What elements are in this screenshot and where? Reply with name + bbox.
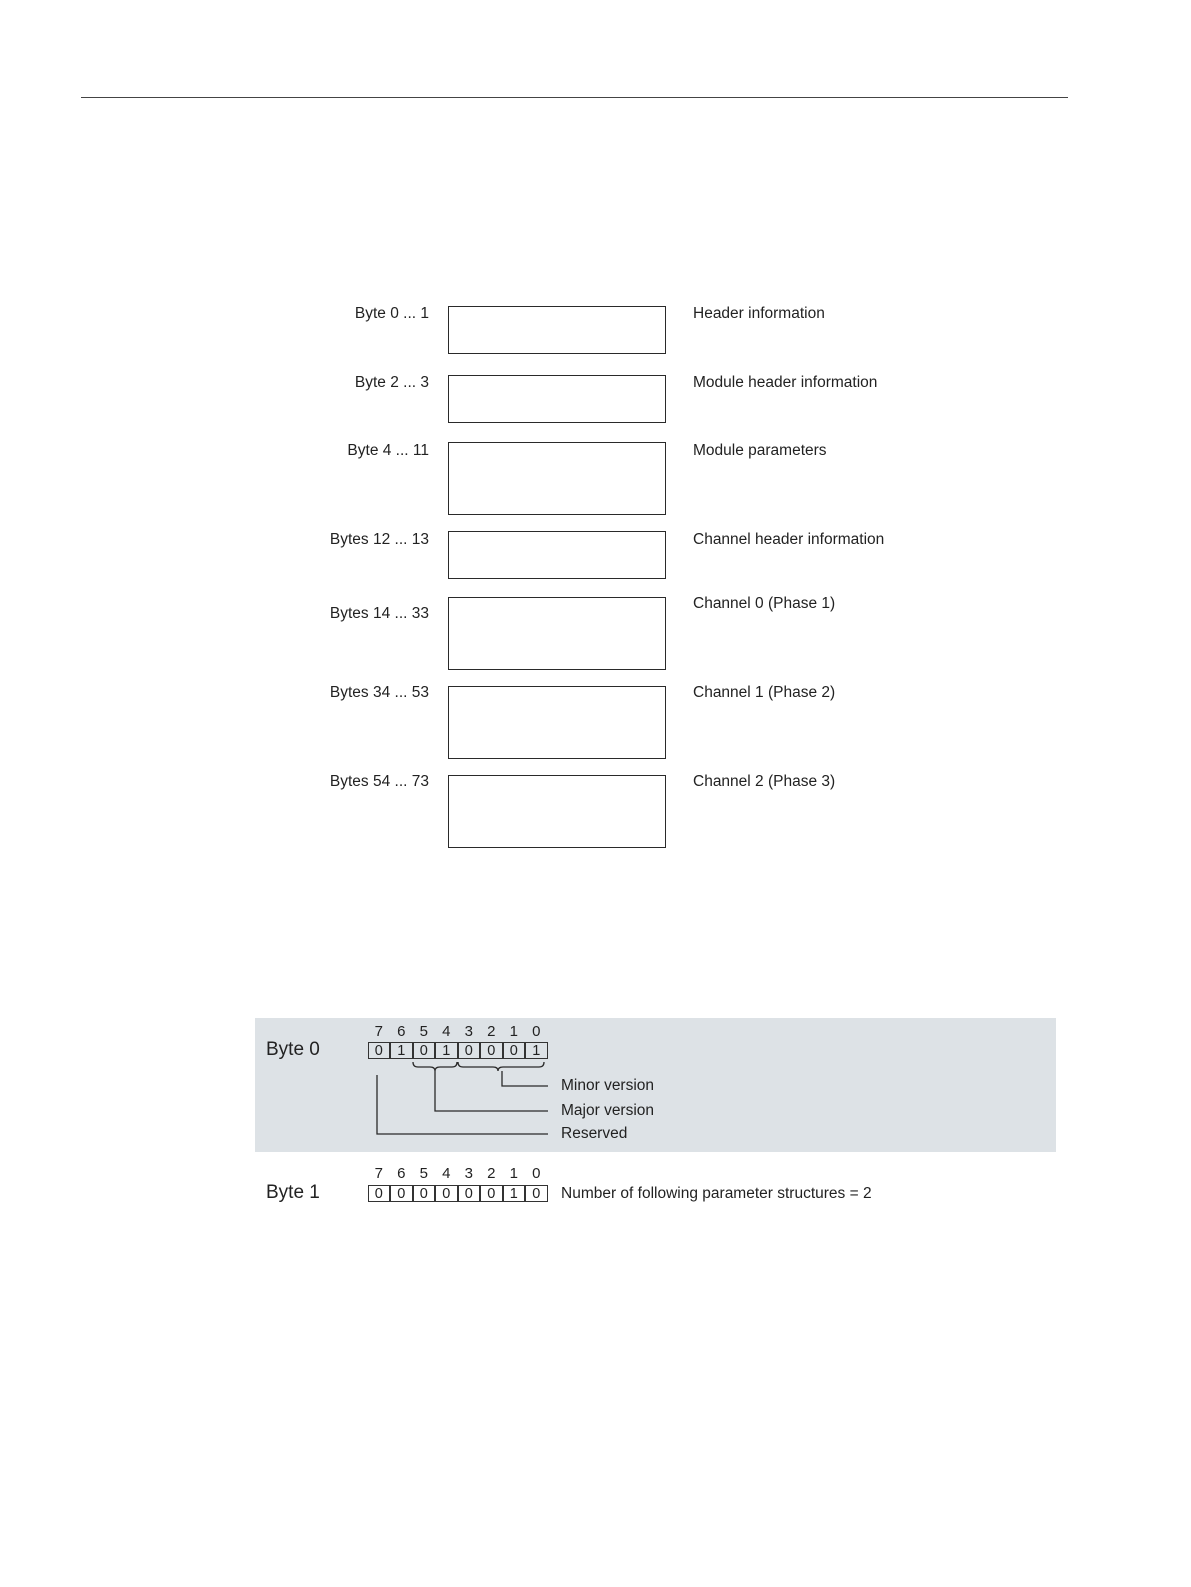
structure-block-channel-0 bbox=[448, 597, 666, 670]
block-description: Module parameters bbox=[693, 442, 827, 459]
bit-cell: 0 bbox=[503, 1042, 526, 1059]
bit-number: 0 bbox=[532, 1165, 541, 1182]
bit-cell: 1 bbox=[435, 1042, 458, 1059]
bit-cell: 0 bbox=[413, 1042, 436, 1059]
bit-cell: 1 bbox=[525, 1042, 548, 1059]
bit-cell: 0 bbox=[413, 1185, 436, 1202]
bit-cell: 0 bbox=[525, 1185, 548, 1202]
bit-cell: 1 bbox=[390, 1042, 413, 1059]
bit-number: 5 bbox=[419, 1023, 428, 1040]
bit-cell: 1 bbox=[503, 1185, 526, 1202]
bit-cell: 0 bbox=[390, 1185, 413, 1202]
byte0-title: Byte 0 bbox=[266, 1039, 320, 1060]
structure-block-header bbox=[448, 306, 666, 354]
structure-block-module-header bbox=[448, 375, 666, 423]
structure-block-channel-header bbox=[448, 531, 666, 579]
parameter-structures-count-label: Number of following parameter structures = 2 bbox=[561, 1185, 872, 1202]
bit-number: 4 bbox=[442, 1023, 451, 1040]
byte1-title: Byte 1 bbox=[266, 1182, 320, 1203]
bit-cell: 0 bbox=[480, 1185, 503, 1202]
structure-block-channel-1 bbox=[448, 686, 666, 759]
bit-number: 7 bbox=[374, 1023, 383, 1040]
byte-range-label: Bytes 14 ... 33 bbox=[329, 605, 429, 622]
structure-block-module-parameters bbox=[448, 442, 666, 515]
bit-cell: 0 bbox=[435, 1185, 458, 1202]
byte-range-label: Bytes 12 ... 13 bbox=[329, 531, 429, 548]
bit-number: 1 bbox=[509, 1023, 518, 1040]
bit-cell: 0 bbox=[368, 1185, 391, 1202]
bit-number: 3 bbox=[464, 1165, 473, 1182]
byte-range-label: Bytes 34 ... 53 bbox=[329, 684, 429, 701]
header-rule bbox=[81, 97, 1068, 98]
bit-number: 0 bbox=[532, 1023, 541, 1040]
bit-cell: 0 bbox=[480, 1042, 503, 1059]
bit-cell: 0 bbox=[458, 1042, 481, 1059]
block-description: Channel header information bbox=[693, 531, 885, 548]
reserved-label: Reserved bbox=[561, 1125, 628, 1142]
block-description: Header information bbox=[693, 305, 825, 322]
byte-range-label: Bytes 54 ... 73 bbox=[329, 773, 429, 790]
bit-number: 5 bbox=[419, 1165, 428, 1182]
block-description: Channel 0 (Phase 1) bbox=[693, 595, 836, 612]
byte-range-label: Byte 4 ... 11 bbox=[347, 442, 429, 459]
byte-range-label: Byte 0 ... 1 bbox=[354, 305, 429, 322]
minor-version-label: Minor version bbox=[561, 1077, 655, 1094]
byte-range-label: Byte 2 ... 3 bbox=[354, 374, 429, 391]
bit-number: 7 bbox=[374, 1165, 383, 1182]
block-description: Channel 2 (Phase 3) bbox=[693, 773, 836, 790]
block-description: Channel 1 (Phase 2) bbox=[693, 684, 836, 701]
bit-cell: 0 bbox=[368, 1042, 391, 1059]
major-version-label: Major version bbox=[561, 1102, 655, 1119]
structure-block-channel-2 bbox=[448, 775, 666, 848]
bit-number: 4 bbox=[442, 1165, 451, 1182]
block-description: Module header information bbox=[693, 374, 878, 391]
bit-number: 2 bbox=[487, 1165, 496, 1182]
bit-number: 6 bbox=[397, 1165, 406, 1182]
bit-number: 6 bbox=[397, 1023, 406, 1040]
bit-number: 3 bbox=[464, 1023, 473, 1040]
bit-number: 1 bbox=[509, 1165, 518, 1182]
bit-number: 2 bbox=[487, 1023, 496, 1040]
bit-cell: 0 bbox=[458, 1185, 481, 1202]
